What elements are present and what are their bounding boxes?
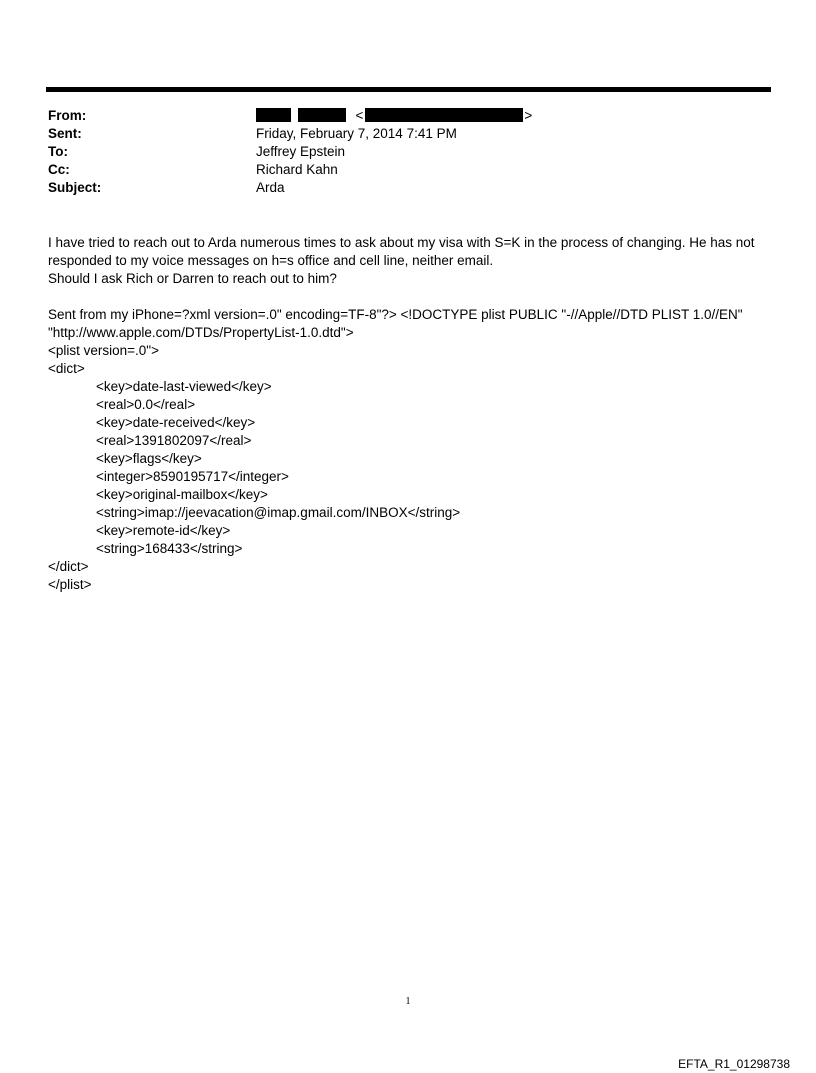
spacer [48,288,768,306]
cc-label: Cc: [48,162,70,177]
dict-entry: <string>imap://jeevacation@imap.gmail.com/INBOX</string> [96,505,461,520]
from-value [256,107,532,125]
cc-value: Richard Kahn [256,162,338,177]
dict-open: <dict> [48,361,85,376]
page-number: 1 [405,996,411,1007]
dict-close: </dict> [48,559,89,574]
from-close-bracket: > [524,108,533,123]
dict-entry: <real>1391802097</real> [96,433,252,448]
dict-entry: <key>remote-id</key> [96,523,231,538]
document-id: EFTA_R1_01298738 [678,1057,790,1071]
to-row [48,143,768,161]
sent-label: Sent: [48,126,82,141]
body-line: responded to my voice messages on h=s office and cell line, neither email. [48,253,494,268]
from-row [48,107,768,125]
dict-entry: <real>0.0</real> [96,397,196,412]
to-value: Jeffrey Epstein [256,144,346,159]
subject-value: Arda [256,180,285,195]
dict-entry: <key>original-mailbox</key> [96,487,268,502]
dict-entry: <key>date-received</key> [96,415,256,430]
body-line: Should I ask Rich or Darren to reach out to him? [48,271,337,286]
dict-entry: <string>168433</string> [96,541,243,556]
redaction-block [256,108,291,122]
header-rule [46,87,771,92]
redaction-block [298,108,346,122]
signature-line: Sent from my iPhone=?xml version=.0" encoding=TF-8"?> <!DOCTYPE plist PUBLIC "-//Apple//DTD PLIST 1.0//EN" [48,307,743,322]
sent-row [48,125,768,143]
from-open-bracket: < [355,108,364,123]
dict-entry: <integer>8590195717</integer> [96,469,289,484]
body-line: I have tried to reach out to Arda numerous times to ask about my visa with S=K in the process of changing. He has not [48,235,755,250]
from-label: From: [48,108,87,123]
redaction-block [365,108,523,122]
plist-open: <plist version=.0"> [48,343,159,358]
cc-row [48,161,768,179]
email-header [48,107,768,197]
dict-entry: <key>date-last-viewed</key> [96,379,272,394]
email-body [48,234,768,594]
subject-row [48,179,768,197]
sent-value: Friday, February 7, 2014 7:41 PM [256,126,457,141]
subject-label: Subject: [48,180,102,195]
signature-line: "http://www.apple.com/DTDs/PropertyList-1.0.dtd"> [48,325,354,340]
plist-close: </plist> [48,577,92,592]
to-label: To: [48,144,68,159]
dict-entry: <key>flags</key> [96,451,202,466]
